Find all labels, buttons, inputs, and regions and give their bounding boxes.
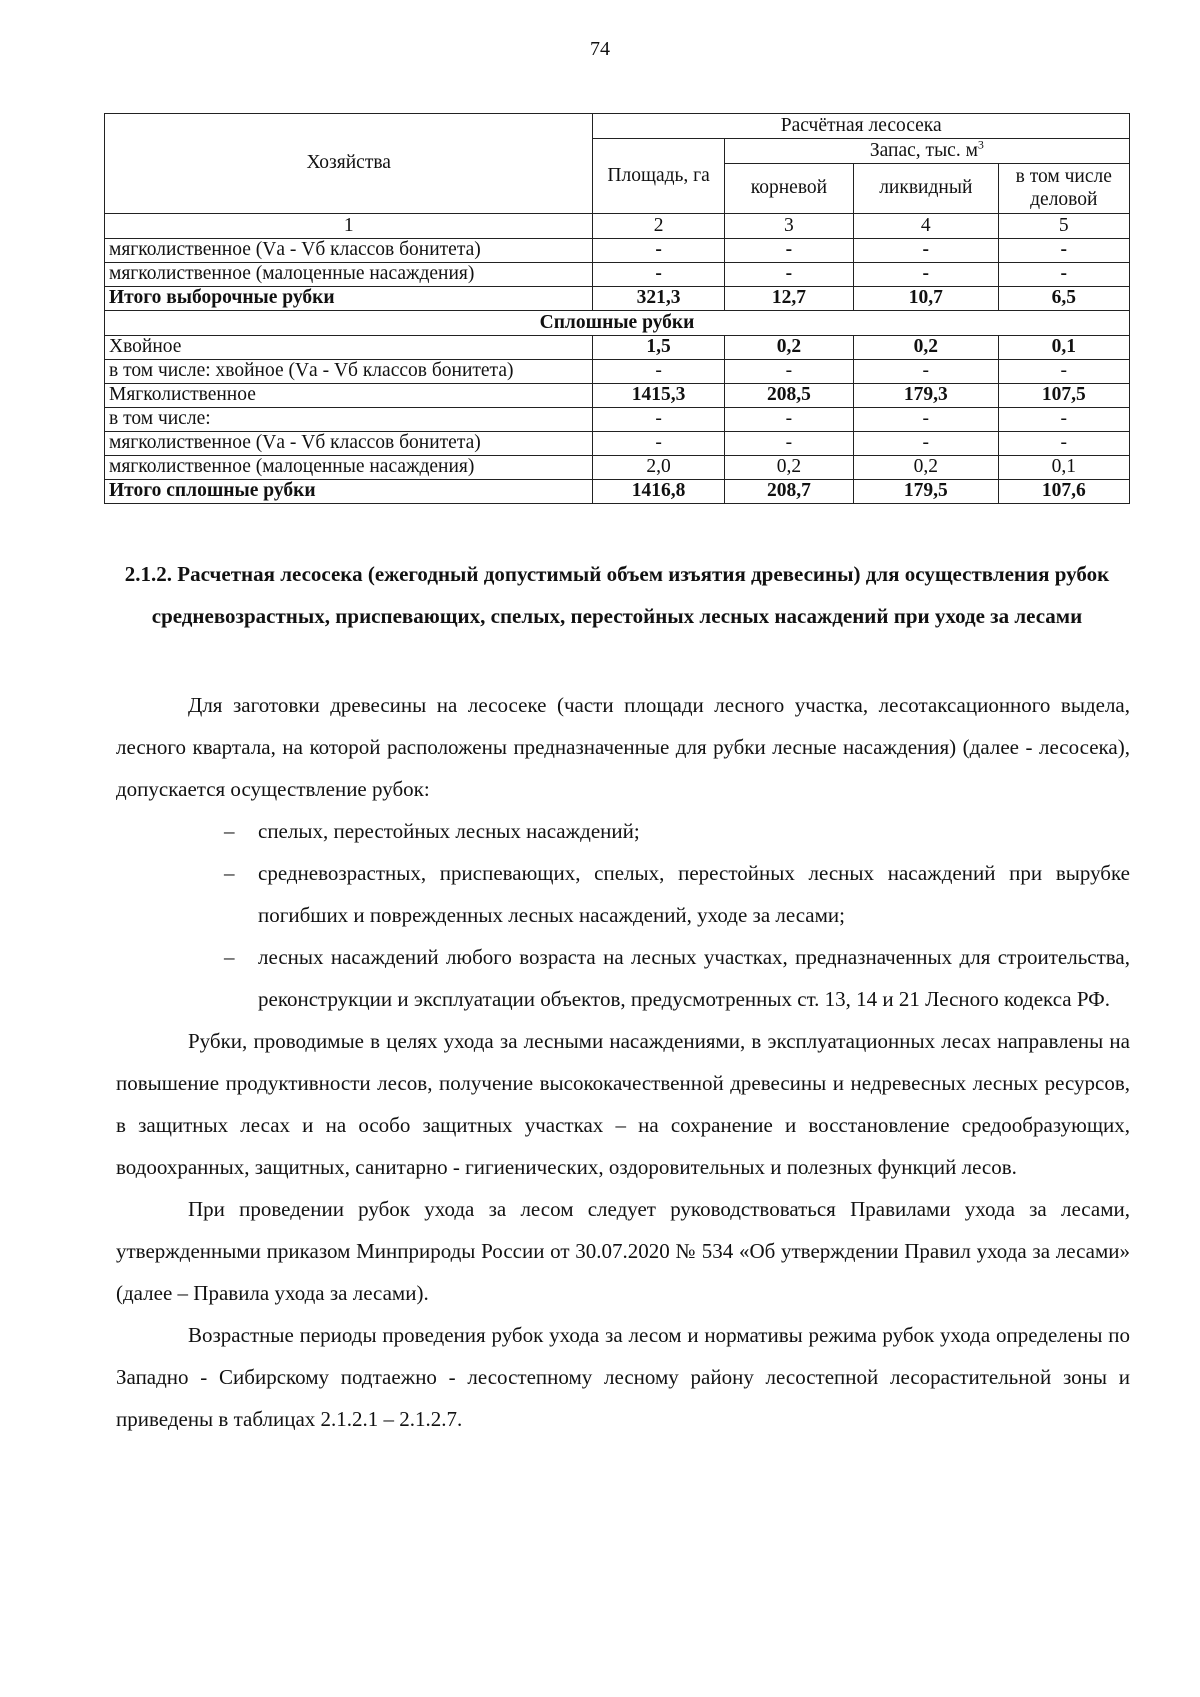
table-cell: -: [593, 239, 724, 263]
table-row: [105, 263, 1130, 287]
row-label: Итого сплошные рубки: [105, 480, 593, 504]
table-cell: -: [593, 360, 724, 384]
table-cell: 6,5: [998, 287, 1129, 311]
col-number: 2: [593, 214, 724, 239]
table-cell: -: [998, 432, 1129, 456]
table-cell: -: [854, 263, 999, 287]
table-cell: 107,5: [998, 384, 1129, 408]
header-liquid: ликвидный: [854, 164, 999, 214]
table-cell: 107,6: [998, 480, 1129, 504]
list-item-text: спелых, перестойных лесных насаждений;: [258, 819, 640, 843]
table-cell: 0,1: [998, 456, 1129, 480]
list-item: [116, 810, 1130, 852]
paragraph: Для заготовки древесины на лесосеке (части площади лесного участка, лесотаксационного выдела, лесного квартала, на которой расположены предназначенные для рубки лесные насаждения) (далее - лесосека), допускается осуществление рубок:: [116, 693, 1130, 801]
paragraph: Рубки, проводимые в целях ухода за лесными насаждениями, в эксплуатационных лесах направлены на повышение продуктивности лесов, получение высококачественной древесины и недревесных лесных ресурсов, в защитных лесах и на особо защитных участках – на сохранение и восстановление средообразующих, водоохранных, защитных, санитарно - гигиенических, оздоровительных и полезных функций лесов.: [116, 1029, 1130, 1179]
table-row: [105, 239, 1130, 263]
table-cell: 2,0: [593, 456, 724, 480]
table-cell: 1,5: [593, 336, 724, 360]
table-cell: -: [593, 263, 724, 287]
paragraph: При проведении рубок ухода за лесом следует руководствоваться Правилами ухода за лесами, утвержденными приказом Минприроды России от 30.07.2020 № 534 «Об утверждении Правил ухода за лесами» (далее – Правила ухода за лесами).: [116, 1197, 1130, 1305]
header-farm: Хозяйства: [105, 114, 593, 214]
table-cell: -: [854, 239, 999, 263]
table-cell: -: [724, 239, 853, 263]
dash-marker: –: [224, 945, 235, 969]
dash-marker: –: [224, 861, 235, 885]
table-row: [105, 336, 1130, 360]
list-item: [116, 852, 1130, 936]
table-cell: 0,2: [854, 456, 999, 480]
table-cell: -: [998, 408, 1129, 432]
row-label: мягколиственное (Vа - Vб классов бонитета): [105, 432, 593, 456]
table-cell: 208,7: [724, 480, 853, 504]
col-number: 4: [854, 214, 999, 239]
table-cell: 179,5: [854, 480, 999, 504]
section-title: Сплошные рубки: [105, 311, 1130, 336]
row-label: Итого выборочные рубки: [105, 287, 593, 311]
list-item-text: лесных насаждений любого возраста на лесных участках, предназначенных для строительства, реконструкции и эксплуатации объектов, предусмотренных ст. 13, 14 и 21 Лесного кодекса РФ.: [258, 945, 1130, 1011]
header-root: корневой: [724, 164, 853, 214]
row-label: в том числе: хвойное (Vа - Vб классов бонитета): [105, 360, 593, 384]
header-stock: [724, 139, 1129, 164]
table-cell: -: [593, 408, 724, 432]
row-label: Мягколиственное: [105, 384, 593, 408]
list-item-text: средневозрастных, приспевающих, спелых, перестойных лесных насаждений при вырубке погибших и поврежденных лесных насаждений, уходе за лесами;: [258, 861, 1130, 927]
section-heading: 2.1.2. Расчетная лесосека (ежегодный допустимый объем изъятия древесины) для осуществления рубок средневозрастных, приспевающих, спелых, перестойных лесных насаждений при уходе за лесами: [124, 562, 1110, 628]
table-row: [105, 432, 1130, 456]
list-item: [116, 936, 1130, 1020]
row-label: в том числе:: [105, 408, 593, 432]
page-number: 74: [590, 38, 610, 60]
col-number: 1: [105, 214, 593, 239]
table-cell: -: [724, 263, 853, 287]
table-cell: 208,5: [724, 384, 853, 408]
table-cell: -: [854, 360, 999, 384]
row-label: мягколиственное (малоценные насаждения): [105, 263, 593, 287]
table-cell: 0,1: [998, 336, 1129, 360]
table-cell: -: [854, 408, 999, 432]
col-number: 5: [998, 214, 1129, 239]
table-cell: 1416,8: [593, 480, 724, 504]
column-numbers-row: [105, 214, 1130, 239]
header-business: в том числе деловой: [998, 164, 1129, 214]
table-cell: -: [724, 360, 853, 384]
table-cell: 0,2: [724, 456, 853, 480]
table-cell: -: [998, 360, 1129, 384]
row-label: Хвойное: [105, 336, 593, 360]
table-cell: -: [724, 432, 853, 456]
table-cell: 10,7: [854, 287, 999, 311]
table-cell: -: [998, 263, 1129, 287]
table-cell: 0,2: [724, 336, 853, 360]
table-cell: -: [998, 239, 1129, 263]
col-number: 3: [724, 214, 853, 239]
table-row: [105, 456, 1130, 480]
table-cell: 1415,3: [593, 384, 724, 408]
row-label: мягколиственное (малоценные насаждения): [105, 456, 593, 480]
table-cell: -: [593, 432, 724, 456]
header-stock-label: Запас, тыс. м: [869, 139, 978, 161]
table-row: [105, 480, 1130, 504]
bullet-list: [116, 810, 1130, 1020]
table-row: [105, 360, 1130, 384]
table-cell: 179,3: [854, 384, 999, 408]
header-group-title: Расчётная лесосека: [593, 114, 1130, 139]
row-label: мягколиственное (Vа - Vб классов бонитета): [105, 239, 593, 263]
paragraph: Возрастные периоды проведения рубок ухода за лесом и нормативы режима рубок ухода определены по Западно - Сибирскому подтаежно - лесостепному лесному району лесостепной лесорастительной зоны и приведены в таблицах 2.1.2.1 – 2.1.2.7.: [116, 1323, 1130, 1431]
table-cell: -: [854, 432, 999, 456]
logging-area-table: [104, 113, 1130, 504]
dash-marker: –: [224, 819, 235, 843]
table-cell: 0,2: [854, 336, 999, 360]
header-stock-sup: 3: [977, 137, 984, 152]
table-row: [105, 287, 1130, 311]
table-row: [105, 384, 1130, 408]
table-cell: 321,3: [593, 287, 724, 311]
table-row: [105, 408, 1130, 432]
table-cell: 12,7: [724, 287, 853, 311]
body-text: [116, 684, 1130, 1440]
header-area: Площадь, га: [593, 139, 724, 214]
table-cell: -: [724, 408, 853, 432]
